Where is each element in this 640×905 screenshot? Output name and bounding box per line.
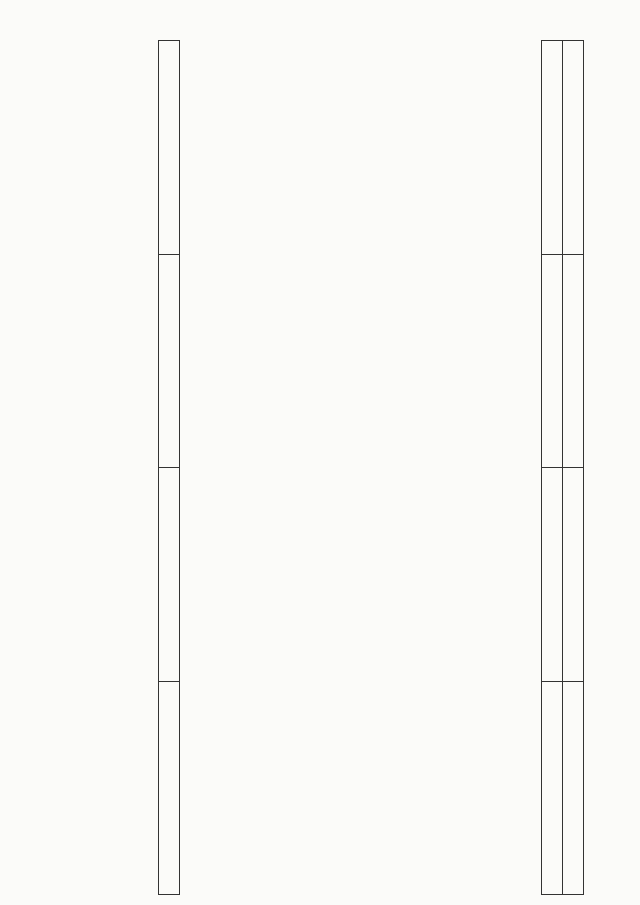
table-cell <box>542 254 563 468</box>
table-cell <box>563 681 584 895</box>
amendment-text <box>290 40 350 895</box>
table-cell <box>563 41 584 255</box>
lower-table <box>158 40 180 895</box>
table-cell <box>159 468 180 682</box>
table-row <box>563 41 584 895</box>
table-cell <box>563 254 584 468</box>
amendment-paragraph <box>332 40 350 895</box>
table-row <box>542 41 563 895</box>
table-cell <box>563 468 584 682</box>
table-cell <box>542 681 563 895</box>
table-row <box>159 41 180 895</box>
table-cell <box>542 41 563 255</box>
table-cell <box>542 468 563 682</box>
ledger-table <box>541 40 584 895</box>
table-cell <box>159 681 180 895</box>
table-cell <box>159 41 180 255</box>
amendment-paragraph <box>312 40 330 895</box>
table-cell <box>159 254 180 468</box>
amendment-paragraph <box>292 40 310 895</box>
